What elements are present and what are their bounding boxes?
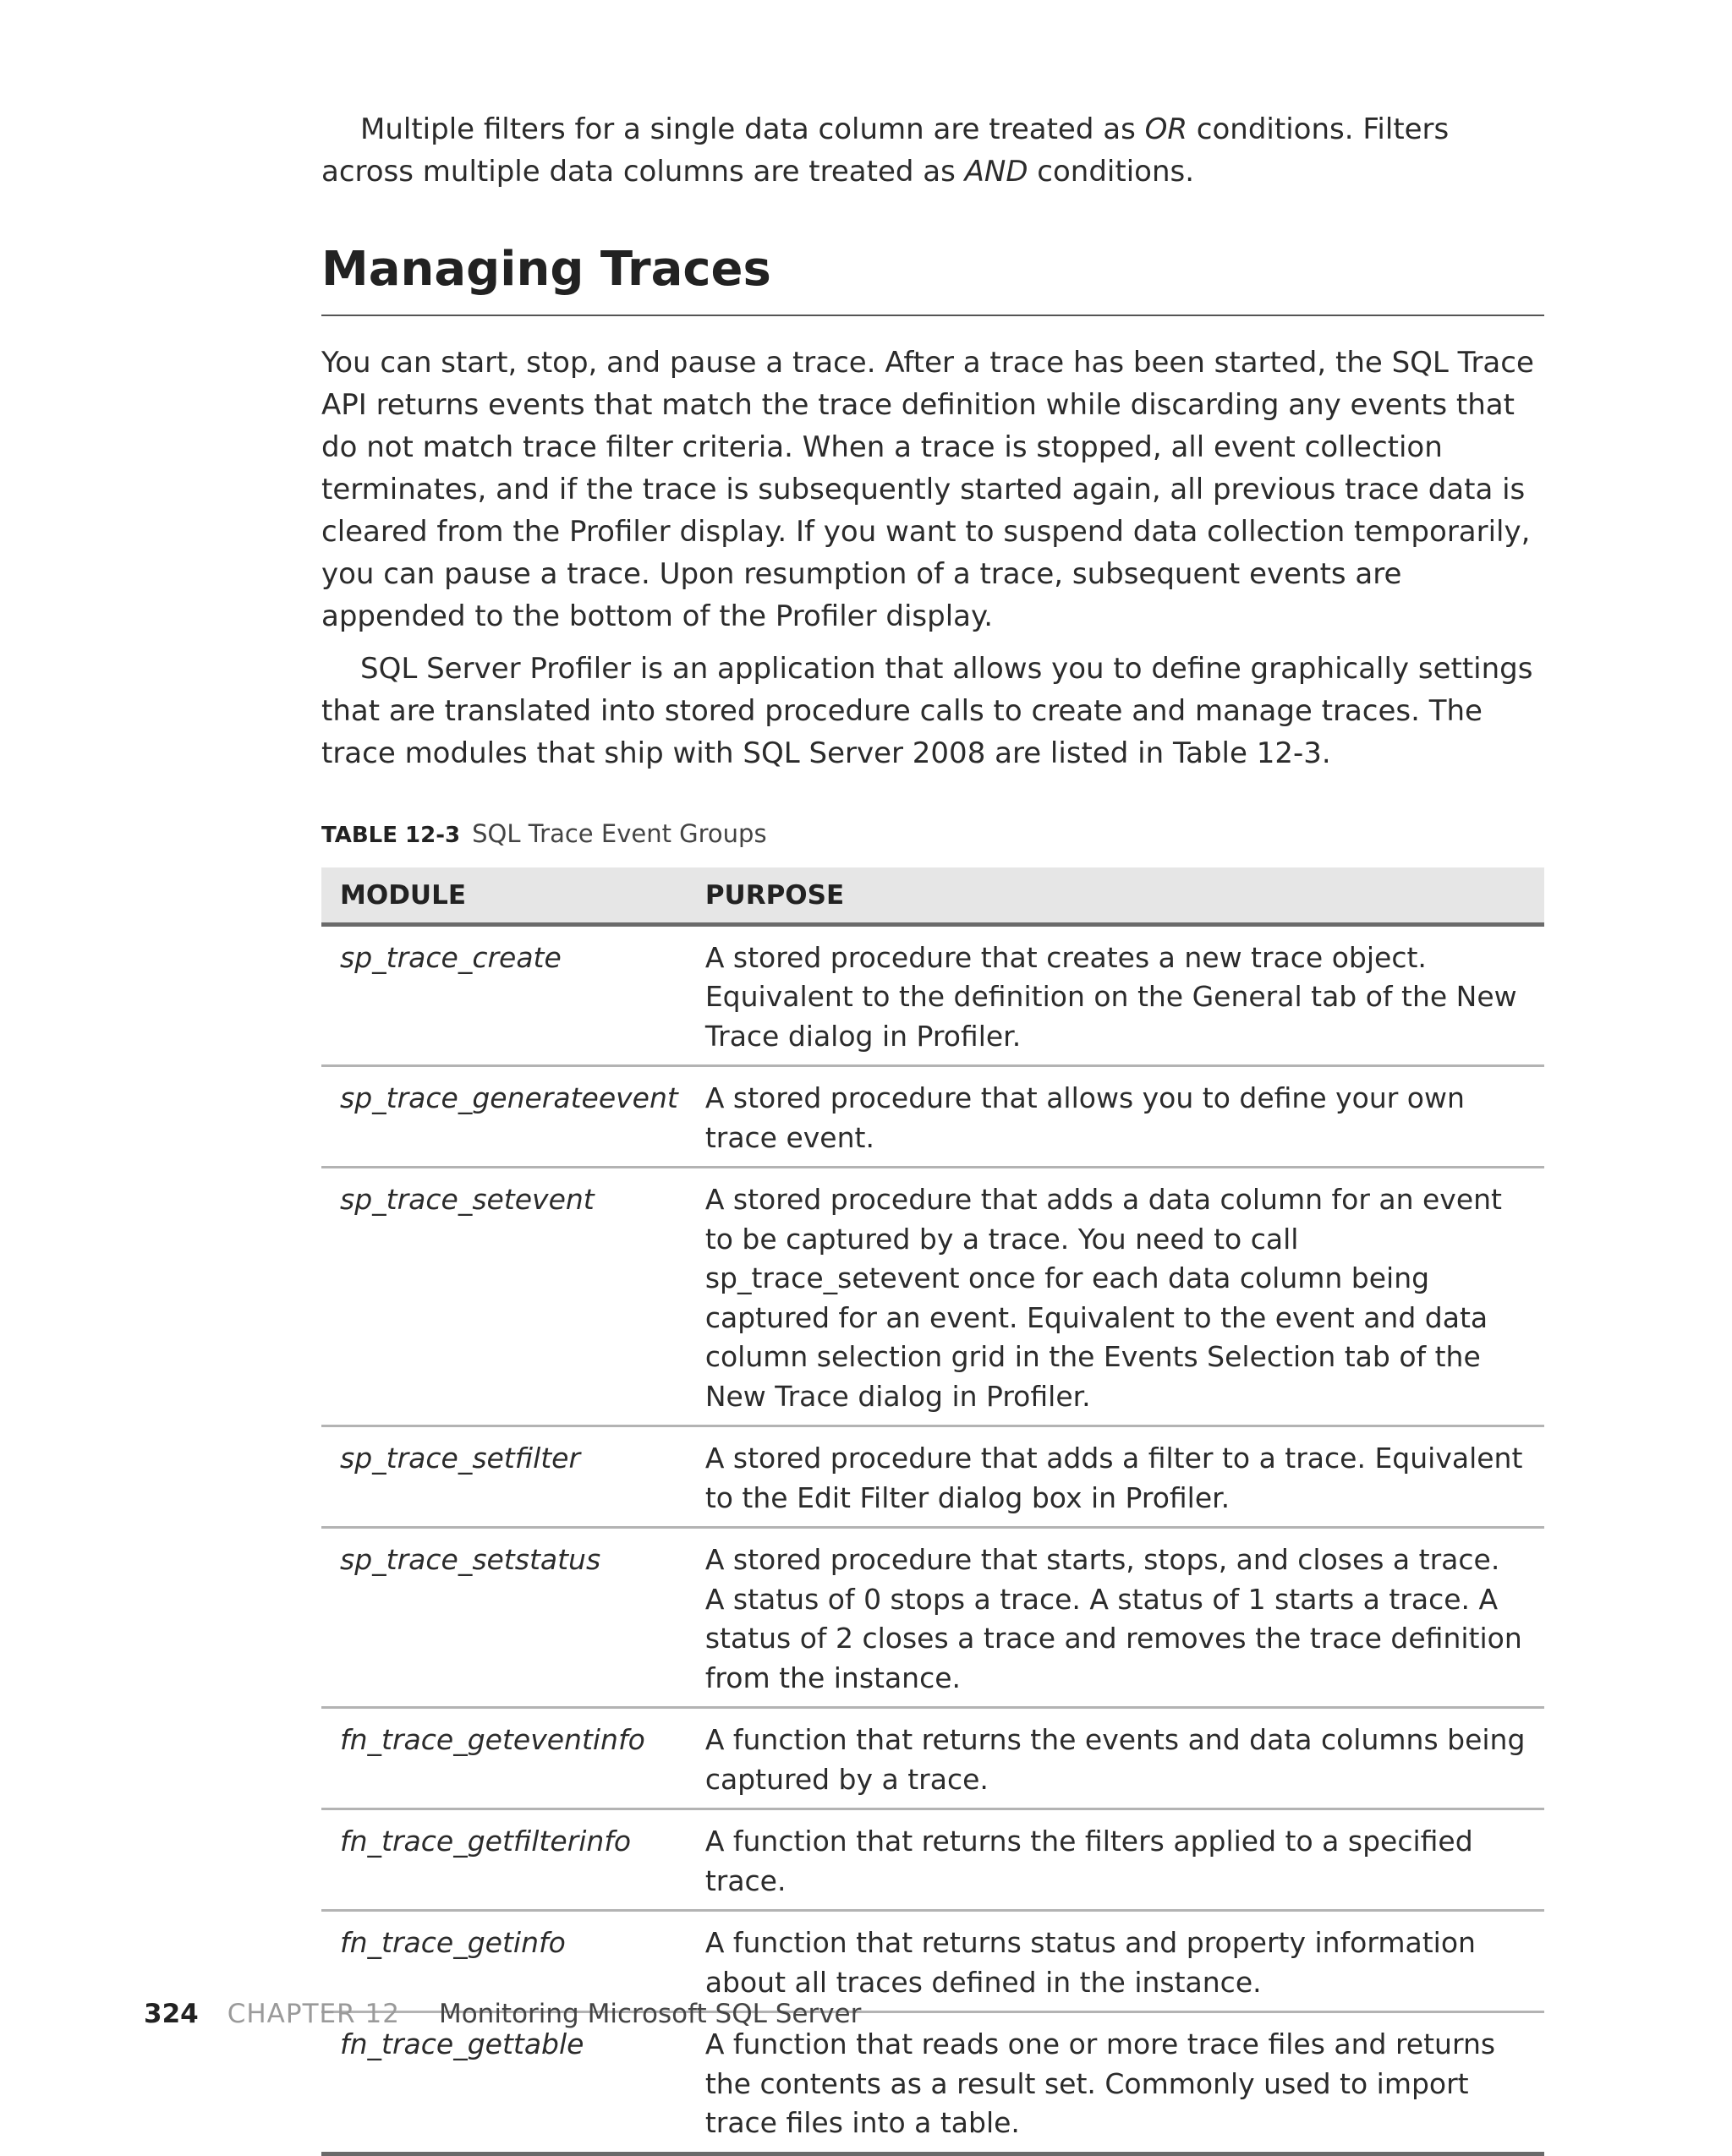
header-module: MODULE [321,867,687,924]
table-row [321,1426,1544,1528]
purpose-cell [687,1066,1544,1168]
purpose-cell [687,1168,1544,1426]
page-footer [144,1997,861,2031]
module-cell: fn_trace_gettable [321,2012,687,2154]
module-cell: sp_trace_setstatus [321,1528,687,1708]
purpose-line: A status of 0 stops a trace. A status of 1 starts a trace. A status of 2 closes a trace and removes the trace definition from the instance. [704,1582,1522,1694]
purpose-line: A stored procedure that creates a new trace object. Equivalent to the definition on the General tab of the New Trace dialog in Profiler. [704,940,1517,1053]
section-paragraph-2: SQL Server Profiler is an application that allows you to define graphically settings that are translated into stored procedure calls to create and manage traces. The trace modules that ship with SQL Server 2008 are listed in Table 12-3. [321,652,1533,770]
table-row [321,1528,1544,1708]
module-cell: sp_trace_setfilter [321,1426,687,1528]
module-cell: sp_trace_create [321,924,687,1066]
table-caption [321,817,1544,852]
header-purpose: PURPOSE [687,867,1544,924]
table-caption-title: SQL Trace Event Groups [472,819,767,848]
purpose-cell [687,2012,1544,2154]
purpose-line: A stored procedure that adds a filter to a trace. Equivalent to the Edit Filter dialog box in Profiler. [704,1442,1523,1514]
table-header-row [321,867,1544,924]
table-row [321,1066,1544,1168]
modules-table [321,867,1544,2156]
module-cell: sp_trace_setevent [321,1168,687,1426]
purpose-cell [687,924,1544,1066]
purpose-line: A function that returns the events and data columns being captured by a trace. [704,1723,1526,1796]
table-body [321,924,1544,2153]
section-paragraph-1: You can start, stop, and pause a trace. After a trace has been started, the SQL Trace API returns events that match the trace definition while discarding any events that do not match trace filter criteria. When a trace is stopped, all event collection terminates, and if the trace is subsequently started again, all previous trace data is cleared from the Profiler display. If you want to suspend data collection temporarily, you can pause a trace. Upon resumption of a trace, subsequent events are appended to the bottom of the Profiler display. [321,346,1534,633]
purpose-cell [687,1809,1544,1911]
table-row [321,1809,1544,1911]
purpose-line: A stored procedure that allows you to define your own trace event. [704,1081,1465,1154]
table-row [321,2012,1544,2154]
module-cell: sp_trace_generateevent [321,1066,687,1168]
page-content [321,108,1544,2156]
emphasis-and: AND [964,155,1028,189]
section-heading: Managing Traces [321,240,1544,316]
purpose-line: A function that returns status and property information about all traces defined in the instance. [704,1926,1476,1999]
module-cell: fn_trace_getfilterinfo [321,1809,687,1911]
table-row [321,1708,1544,1809]
module-cell: fn_trace_geteventinfo [321,1708,687,1809]
purpose-line: A stored procedure that adds a data column for an event to be captured by a trace. You need to call sp_trace_setevent once for each data column being captured for an event. Equivalent to the event and data column selection grid in the Events Selection tab of the New Trace dialog in Profiler. [704,1183,1502,1413]
table-caption-label: TABLE 12-3 [321,823,461,848]
purpose-line: A function that reads one or more trace files and returns the contents as a result set. Commonly used to import trace files into a table. [704,2027,1496,2139]
purpose-cell [687,1528,1544,1708]
module-cell: fn_trace_getinfo [321,1911,687,2012]
page-number: 324 [144,1999,199,2029]
purpose-cell [687,1708,1544,1809]
chapter-label: CHAPTER 12 [227,1999,400,2029]
table-row [321,1168,1544,1426]
section-body [321,342,1544,774]
purpose-line: A stored procedure that starts, stops, and closes a trace. [704,1543,1500,1576]
intro-paragraph: Multiple filters for a single data column are treated as OR conditions. Filters across multiple data columns are treated as AND conditions. [321,112,1450,189]
purpose-line: A function that returns the filters applied to a specified trace. [704,1825,1473,1897]
book-title: Monitoring Microsoft SQL Server [438,1999,862,2029]
table-row [321,924,1544,1066]
emphasis-or: OR [1144,112,1187,146]
purpose-cell [687,1426,1544,1528]
